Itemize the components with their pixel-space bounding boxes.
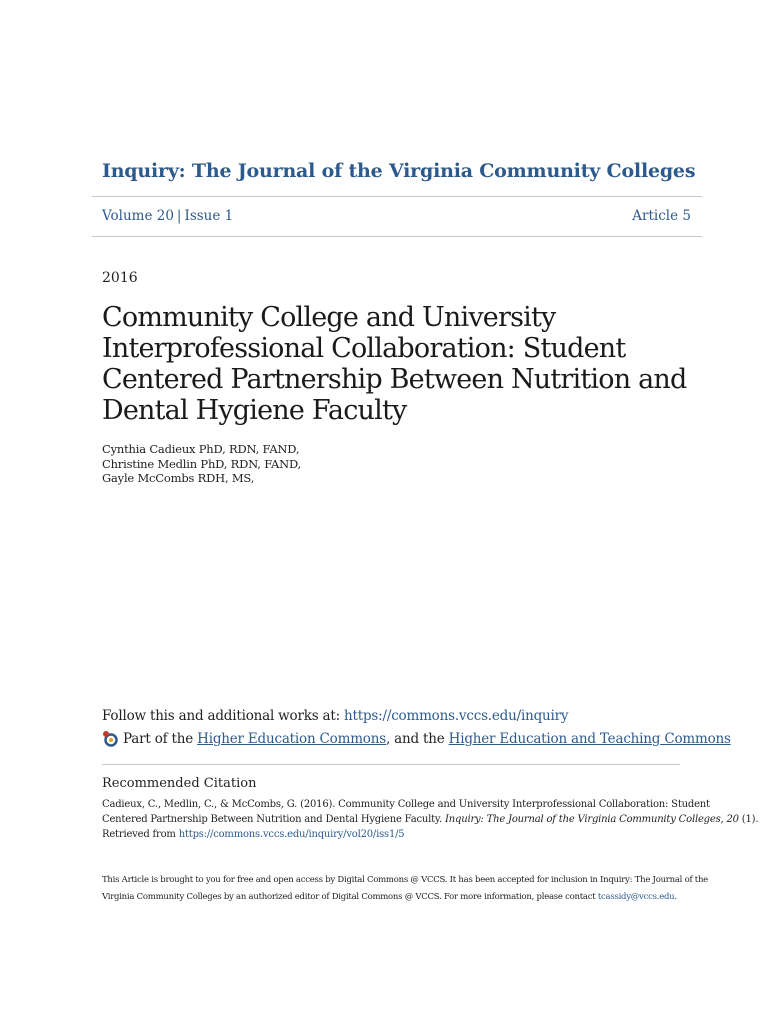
part-of-line	[102, 730, 731, 748]
part-of-middle: , and the	[385, 731, 445, 747]
citation-line	[102, 812, 759, 827]
volume-issue	[102, 208, 233, 224]
citation-line	[102, 827, 672, 842]
contact-email-link[interactable]: tcassidy@vccs.edu	[597, 892, 675, 902]
article-number[interactable]: Article 5	[632, 208, 691, 224]
network-icon	[102, 730, 120, 748]
citation-issue: (1).	[741, 814, 759, 825]
citation-plain: Centered Partnership Between Nutrition and Dental Hygiene Faculty.	[102, 814, 443, 825]
volume-link[interactable]: Volume 20	[102, 208, 174, 224]
part-of-prefix: Part of the	[123, 731, 194, 747]
author: Christine Medlin PhD, RDN, FAND,	[102, 456, 302, 471]
journal-title[interactable]: Inquiry: The Journal of the Virginia Community Colleges	[102, 160, 696, 182]
issue-link[interactable]: Issue 1	[184, 208, 234, 224]
higher-education-teaching-commons-link[interactable]: Higher Education and Teaching Commons	[448, 731, 731, 747]
publication-year: 2016	[102, 270, 138, 286]
author-list	[102, 442, 301, 486]
author: Cynthia Cadieux PhD, RDN, FAND,	[102, 442, 300, 456]
follow-link[interactable]: https://commons.vccs.edu/inquiry	[344, 708, 569, 724]
disclaimer-line: This Article is brought to you for free and open access by Digital Commons @ VCCS. It has been accepted for inclusion in Inquiry: The Journal of the	[102, 875, 708, 885]
divider-top	[92, 196, 702, 197]
access-disclaimer	[102, 872, 708, 906]
disclaimer-line	[102, 889, 682, 906]
citation-text	[102, 797, 759, 842]
citation-journal: Inquiry: The Journal of the Virginia Community Colleges, 20	[445, 814, 739, 825]
citation-retrieved: Retrieved from	[102, 829, 176, 840]
higher-education-commons-link[interactable]: Higher Education Commons	[197, 731, 386, 747]
separator: |	[176, 208, 182, 224]
follow-line	[102, 708, 568, 724]
author: Gayle McCombs RDH, MS,	[102, 471, 255, 485]
divider-citation	[102, 764, 680, 765]
divider-bottom	[92, 236, 702, 237]
citation-url-link[interactable]: https://commons.vccs.edu/inquiry/vol20/iss1/5	[178, 829, 405, 840]
paper-title: Community College and University Interprofessional Collaboration: Student Centered Partnership Between Nutrition and Dental Hygiene Faculty	[102, 302, 687, 426]
disclaimer-suffix: .	[674, 892, 677, 902]
disclaimer-prefix: Virginia Community Colleges by an authorized editor of Digital Commons @ VCCS. For more information, please contact	[102, 892, 596, 902]
follow-prefix: Follow this and additional works at:	[102, 708, 340, 724]
citation-heading: Recommended Citation	[102, 776, 257, 791]
citation-line: Cadieux, C., Medlin, C., & McCombs, G. (2016). Community College and University Interprofessional Collaboration: Student	[102, 799, 710, 810]
